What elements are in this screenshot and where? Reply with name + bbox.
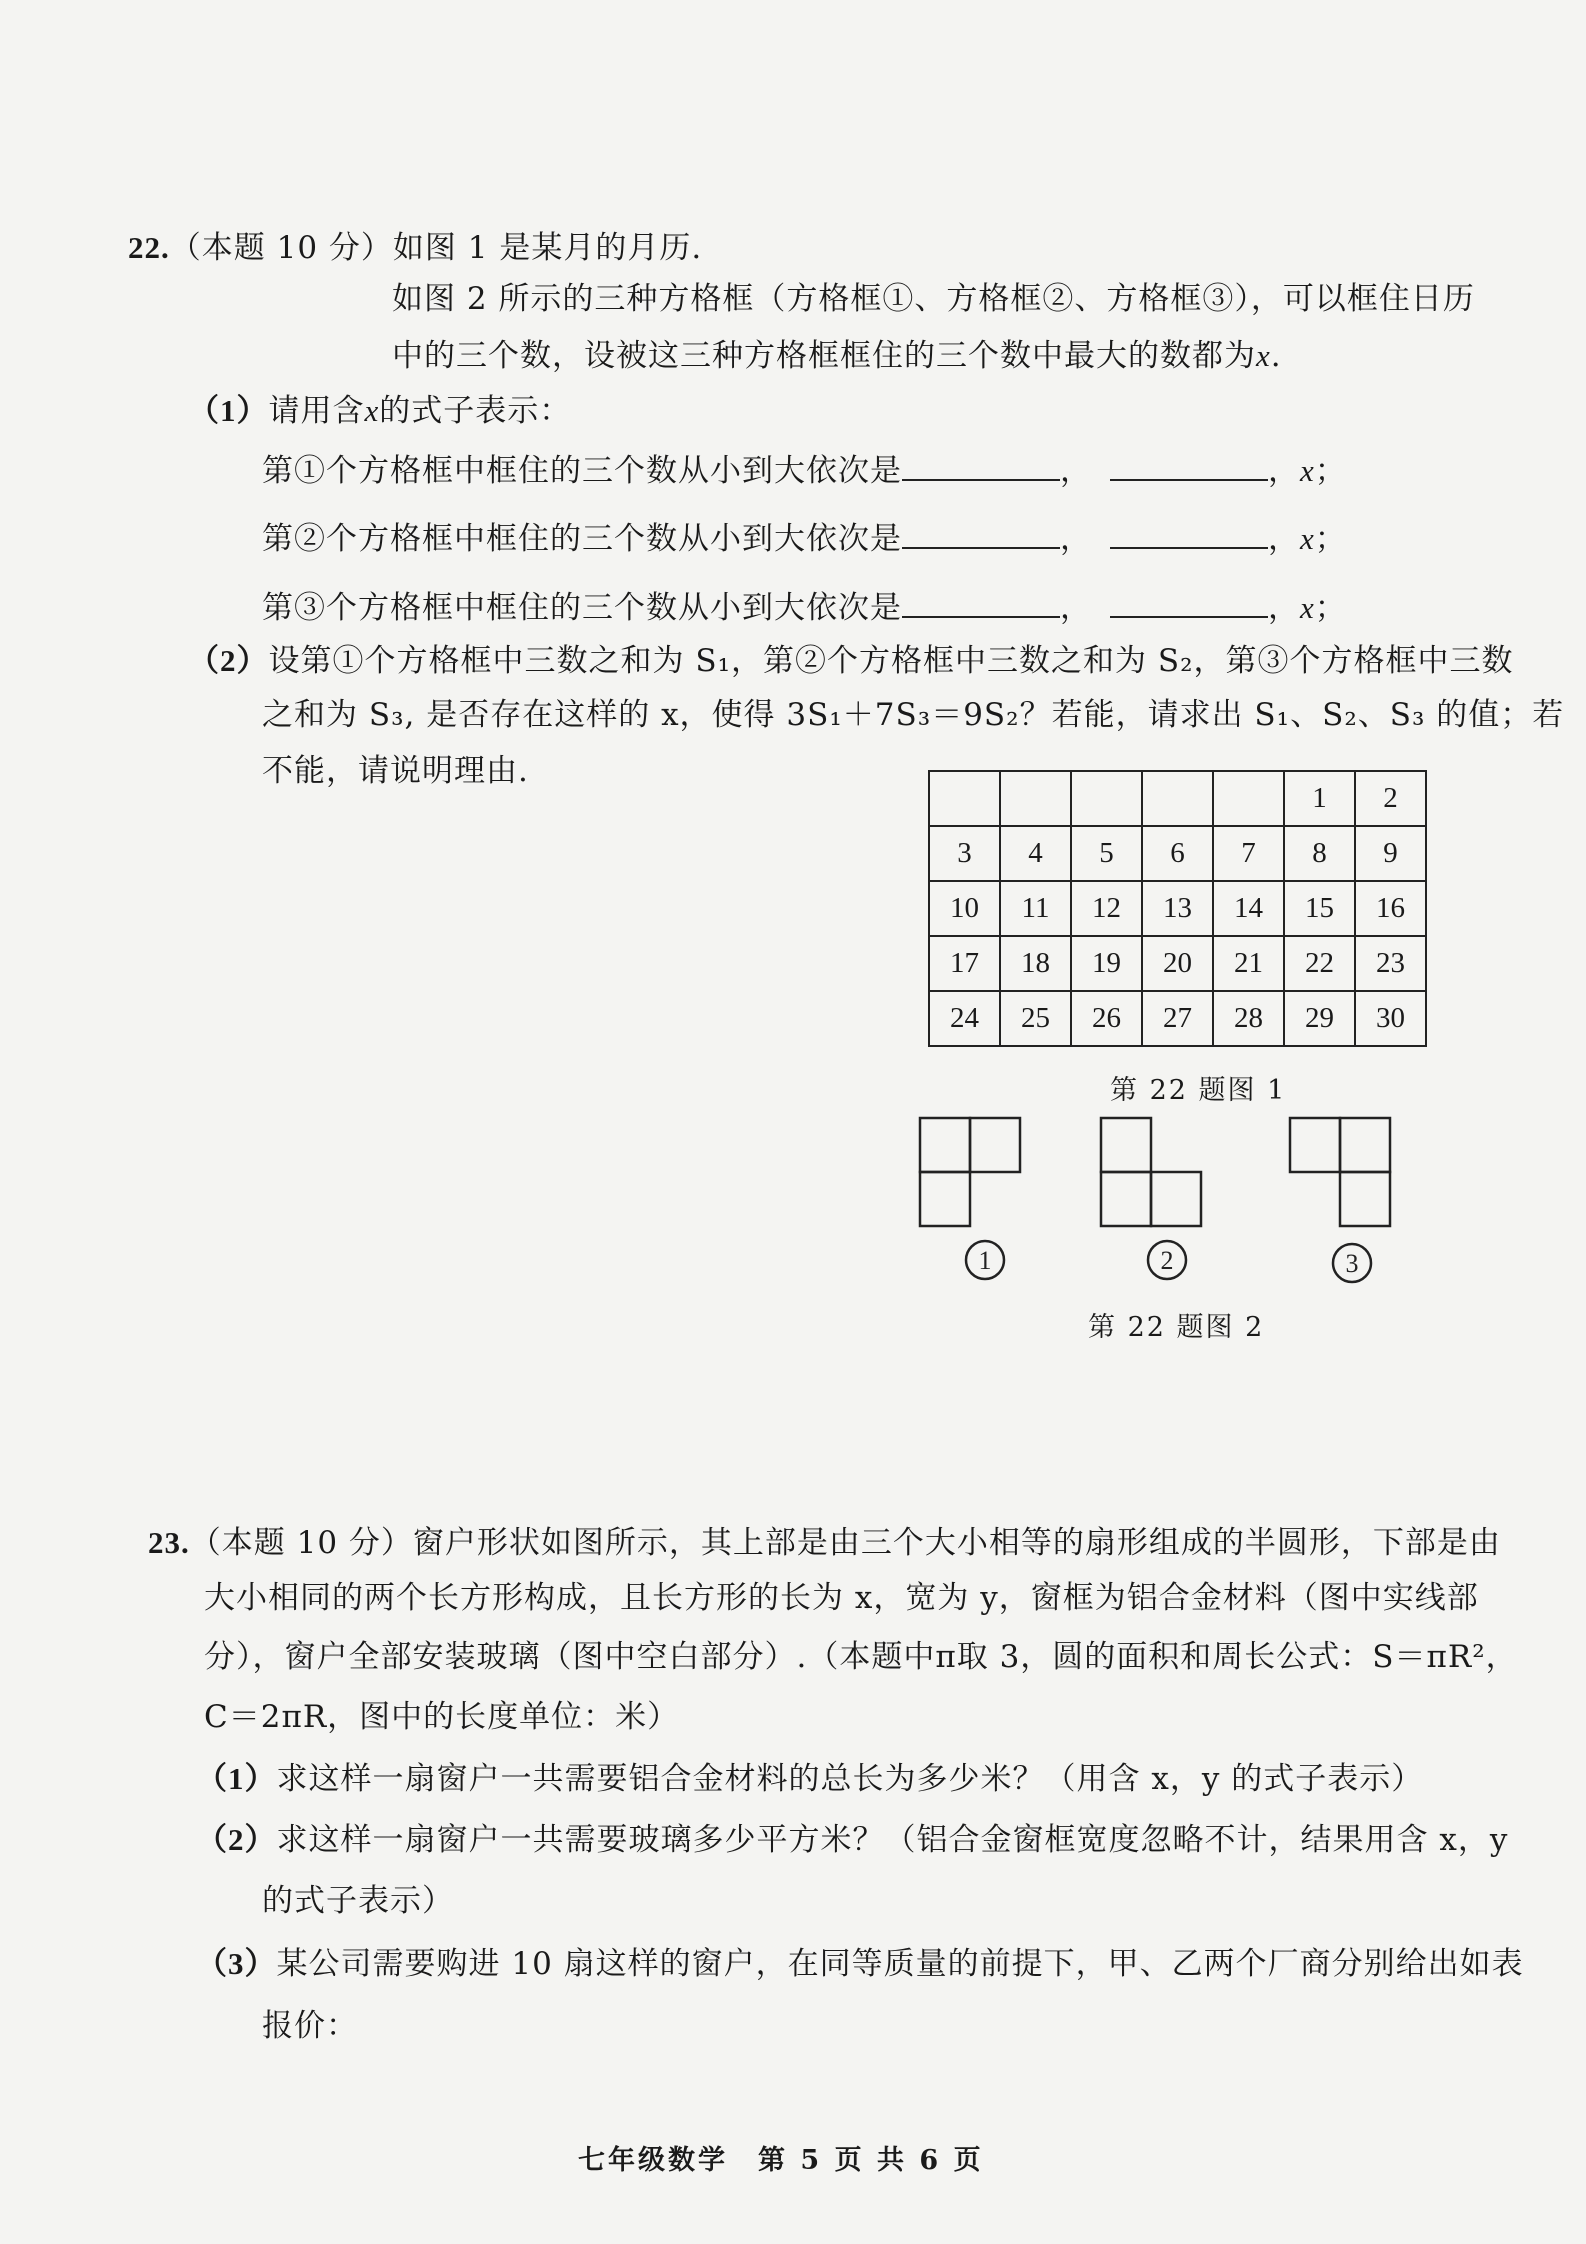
calendar-row [929, 991, 1426, 1046]
calendar-cell: 28 [1213, 991, 1284, 1046]
q23-line1-text: （本题 10 分）窗户形状如图所示，其上部是由三个大小相等的扇形组成的半圆形，下部是由 [189, 1525, 1501, 1561]
q22-part2-line1-text: 设第①个方格框中三数之和为 S₁，第②个方格框中三数之和为 S₂，第③个方格框中三数 [268, 643, 1514, 679]
q22-part2-line1 [188, 645, 1514, 677]
row-2-semi: ； [1314, 521, 1347, 557]
row-1-end: ， [1268, 453, 1300, 489]
q22-part2-label: （2） [188, 643, 269, 678]
calendar-cell: 5 [1071, 826, 1142, 881]
page-footer: 七年级数学 第 5 页 共 6 页 [578, 2145, 984, 2176]
q23-part1 [196, 1763, 1423, 1795]
calendar-cell: 6 [1142, 826, 1213, 881]
row-2-var: x [1300, 521, 1315, 556]
row-1-text: 第①个方格框中框住的三个数从小到大依次是 [262, 453, 902, 489]
calendar-row [929, 936, 1426, 991]
frames-figure [915, 1110, 1445, 1290]
calendar-cell: 26 [1071, 991, 1142, 1046]
row-1-sep: ， [1060, 453, 1092, 489]
calendar-cell: 17 [929, 936, 1000, 991]
row-2-blank-b[interactable] [1110, 523, 1268, 549]
q22-part1-text-a: 请用含 [268, 393, 365, 429]
calendar-cell: 11 [1000, 881, 1071, 936]
row-3-semi: ； [1314, 590, 1347, 626]
row-1-var: x [1300, 453, 1315, 488]
q23-p3-label: （3） [196, 1946, 277, 1981]
q23-line4: C＝2πR，图中的长度单位：米） [204, 1699, 680, 1735]
calendar-cell: 14 [1213, 881, 1284, 936]
calendar-cell [1142, 771, 1213, 826]
row-2-text: 第②个方格框中框住的三个数从小到大依次是 [262, 521, 902, 557]
calendar-cell: 24 [929, 991, 1000, 1046]
row-3-blank-b[interactable] [1110, 592, 1268, 618]
q23-p2-line1-text: 求这样一扇窗户一共需要玻璃多少平方米？（铝合金窗框宽度忽略不计，结果用含 x，y [276, 1822, 1509, 1858]
q22-number: 22. [128, 230, 170, 265]
q22-part2-line3: 不能，请说明理由. [262, 753, 529, 789]
row-1-semi: ； [1314, 453, 1347, 489]
calendar-cell: 30 [1355, 991, 1426, 1046]
q23-line1 [148, 1527, 1501, 1559]
q22-part1 [188, 395, 571, 427]
calendar-cell: 22 [1284, 936, 1355, 991]
q22-row-1 [262, 455, 1347, 487]
calendar-row [929, 881, 1426, 936]
q22-intro-var: x [1256, 338, 1271, 373]
calendar-cell: 18 [1000, 936, 1071, 991]
calendar-row [929, 771, 1426, 826]
row-2-end: ， [1268, 521, 1300, 557]
calendar-cell: 27 [1142, 991, 1213, 1046]
q22-part1-var: x [364, 393, 380, 428]
calendar-cell: 12 [1071, 881, 1142, 936]
calendar-cell: 1 [1284, 771, 1355, 826]
fig2-caption: 第 22 题图 2 [1088, 1312, 1265, 1343]
q23-number: 23. [148, 1525, 190, 1560]
calendar-cell [1213, 771, 1284, 826]
calendar-cell: 3 [929, 826, 1000, 881]
q22-row-3 [262, 592, 1347, 624]
frame-3-label: 3 [1345, 1249, 1359, 1278]
q23-part3-line2: 报价： [262, 2008, 358, 2044]
q23-p1-text: 求这样一扇窗户一共需要铝合金材料的总长为多少米？（用含 x，y 的式子表示） [276, 1761, 1424, 1797]
calendar-cell: 19 [1071, 936, 1142, 991]
calendar-cell: 25 [1000, 991, 1071, 1046]
q23-p3-line1-text: 某公司需要购进 10 扇这样的窗户，在同等质量的前提下，甲、乙两个厂商分别给出如表 [276, 1946, 1524, 1982]
frame-3-shape [1290, 1118, 1390, 1226]
calendar-row [929, 826, 1426, 881]
row-3-blank-a[interactable] [902, 592, 1060, 618]
calendar-cell: 23 [1355, 936, 1426, 991]
row-1-blank-a[interactable] [902, 455, 1060, 481]
calendar-cell: 20 [1142, 936, 1213, 991]
q23-part3-line1 [196, 1948, 1524, 1980]
frame-2-label: 2 [1160, 1246, 1174, 1275]
q23-line3: 分），窗户全部安装玻璃（图中空白部分）.（本题中π取 3，圆的面积和周长公式：S＝πR²， [204, 1639, 1518, 1675]
row-3-text: 第③个方格框中框住的三个数从小到大依次是 [262, 590, 902, 626]
frame-2-shape [1101, 1118, 1201, 1226]
row-3-sep: ， [1060, 590, 1092, 626]
frame-1-label: 1 [978, 1246, 992, 1275]
row-3-end: ， [1268, 590, 1300, 626]
q22-intro-line2 [392, 340, 1282, 372]
q23-p2-label: （2） [196, 1822, 277, 1857]
calendar-cell: 9 [1355, 826, 1426, 881]
q23-part2-line2: 的式子表示） [262, 1883, 454, 1919]
calendar-cell: 2 [1355, 771, 1426, 826]
q22-intro-line1: 如图 2 所示的三种方格框（方格框①、方格框②、方格框③），可以框住日历 [392, 281, 1475, 317]
row-3-var: x [1300, 590, 1315, 625]
q23-line2: 大小相同的两个长方形构成，且长方形的长为 x，宽为 y，窗框为铝合金材料（图中实线部 [204, 1580, 1479, 1616]
calendar-cell: 10 [929, 881, 1000, 936]
row-2-sep: ， [1060, 521, 1092, 557]
q22-header [128, 232, 702, 264]
q22-part1-text-b: 的式子表示： [379, 393, 572, 429]
q22-part2-line2: 之和为 S₃, 是否存在这样的 x，使得 3S₁＋7S₃＝9S₂？若能，请求出 S₁、S₂、S₃ 的值；若 [262, 697, 1565, 733]
q22-header-text: （本题 10 分）如图 1 是某月的月历. [169, 230, 703, 266]
calendar-cell: 21 [1213, 936, 1284, 991]
calendar-cell: 29 [1284, 991, 1355, 1046]
calendar-table [928, 770, 1427, 1047]
q22-intro-line2-text: 中的三个数，设被这三种方格框框住的三个数中最大的数都为 [392, 338, 1256, 374]
calendar-cell [1071, 771, 1142, 826]
calendar-cell: 16 [1355, 881, 1426, 936]
q23-p1-label: （1） [196, 1761, 277, 1796]
calendar-cell: 13 [1142, 881, 1213, 936]
calendar-cell [1000, 771, 1071, 826]
calendar-cell [929, 771, 1000, 826]
q22-part1-label: （1） [188, 393, 269, 428]
q23-part2-line1 [196, 1824, 1508, 1856]
calendar-cell: 8 [1284, 826, 1355, 881]
calendar-cell: 15 [1284, 881, 1355, 936]
frame-1-shape [920, 1118, 1020, 1226]
q22-intro-period: . [1270, 338, 1282, 374]
calendar-cell: 7 [1213, 826, 1284, 881]
fig1-caption: 第 22 题图 1 [1110, 1075, 1287, 1106]
row-1-blank-b[interactable] [1110, 455, 1268, 481]
row-2-blank-a[interactable] [902, 523, 1060, 549]
calendar-cell: 4 [1000, 826, 1071, 881]
q22-row-2 [262, 523, 1347, 555]
